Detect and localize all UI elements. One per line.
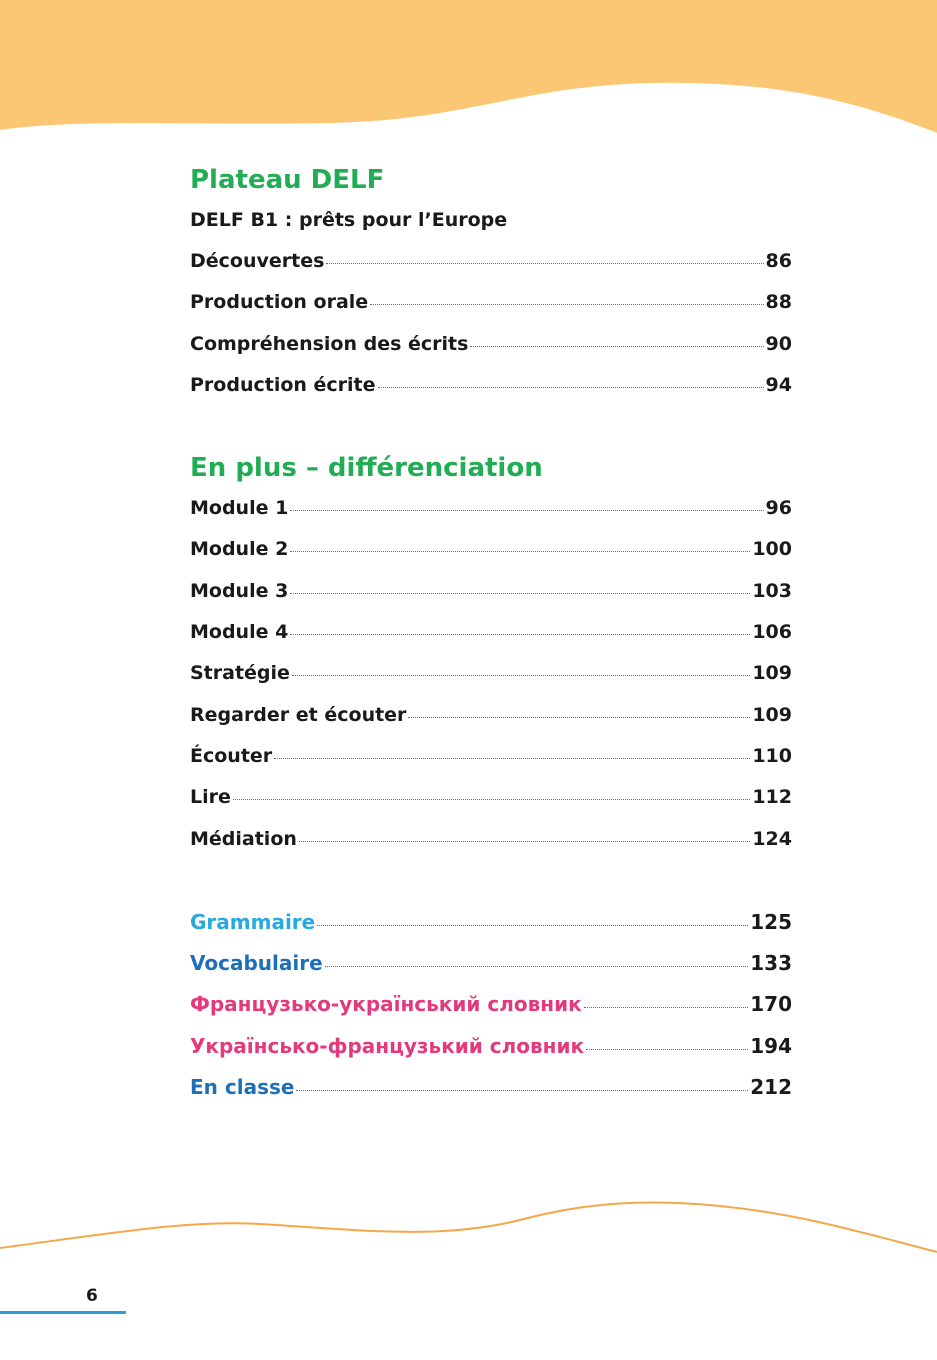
page-number-rule [0,1311,126,1314]
toc-entry-label: Écouter [190,744,273,767]
table-of-contents [190,160,792,1108]
dotted-leader [586,1049,748,1050]
toc-entry-label: Vocabulaire [190,951,323,976]
toc-entry-module-4[interactable] [190,612,792,653]
dotted-leader [296,1090,748,1091]
toc-entry-page: 212 [750,1075,792,1100]
toc-entry-page: 112 [752,786,792,809]
toc-entry-page: 90 [765,332,792,355]
toc-entry-module-3[interactable] [190,571,792,612]
dotted-leader [274,758,750,759]
toc-entry-decouvertes[interactable] [190,241,792,282]
toc-entry-label: Grammaire [190,909,316,934]
footer-wave-decoration [0,1190,937,1260]
toc-entry-regarder-ecouter[interactable] [190,695,792,736]
toc-entry-grammaire[interactable] [190,902,792,943]
toc-entry-label: Module 2 [190,538,289,561]
toc-entry-page: 133 [750,951,792,976]
section-spacer [190,406,792,448]
toc-entry-strategie[interactable] [190,653,792,694]
dotted-leader [290,510,763,511]
toc-entry-page: 109 [752,662,792,685]
toc-entry-label: Lire [190,786,231,809]
dotted-leader [370,304,763,305]
toc-entry-page: 100 [752,538,792,561]
toc-entry-label: En classe [190,1075,295,1100]
dotted-leader [408,717,750,718]
dotted-leader [378,387,764,388]
toc-entry-lire[interactable] [190,777,792,818]
toc-entry-page: 170 [750,992,792,1017]
dotted-leader [299,841,750,842]
header-wave-decoration [0,0,937,150]
toc-entry-comprehension-ecrits[interactable] [190,324,792,365]
toc-entry-production-orale[interactable] [190,282,792,323]
toc-entry-page: 124 [752,827,792,850]
page-number: 6 [86,1286,98,1306]
toc-entry-module-1[interactable] [190,488,792,529]
toc-entry-label: Regarder et écouter [190,703,407,726]
dotted-leader [290,634,750,635]
toc-entry-page: 103 [752,579,792,602]
toc-entry-label: Production écrite [190,373,376,396]
dotted-leader [290,593,750,594]
toc-entry-label: Découvertes [190,250,325,272]
toc-entry-label: Українсько-французький словник [190,1033,585,1058]
toc-entry-page: 106 [752,621,792,644]
toc-entry-label: Module 3 [190,579,289,602]
toc-entry-production-ecrite[interactable] [190,365,792,406]
dotted-leader [326,263,763,264]
toc-entry-page: 109 [752,703,792,726]
toc-entry-ua-fr-dictionary[interactable] [190,1026,792,1067]
delf-subheading: DELF B1 : prêts pour l’Europe [190,209,508,231]
dotted-leader [470,346,763,347]
toc-entry-mediation[interactable] [190,819,792,860]
dotted-leader [325,966,749,967]
toc-entry-page: 125 [750,909,792,934]
section-title-delf: Plateau DELF [190,165,385,195]
toc-entry-page: 110 [752,744,792,767]
toc-entry-ecouter[interactable] [190,736,792,777]
toc-entry-en-classe[interactable] [190,1067,792,1108]
section-title-en-plus: En plus – différenciation [190,453,543,484]
toc-entry-module-2[interactable] [190,529,792,570]
dotted-leader [292,675,750,676]
toc-entry-label: Module 4 [190,621,289,644]
toc-entry-page: 86 [765,250,792,272]
toc-entry-label: Французько-український словник [190,992,582,1017]
dotted-leader [290,551,750,552]
toc-entry-label: Production orale [190,291,369,314]
toc-entry-page: 194 [750,1033,792,1058]
toc-entry-page: 88 [765,291,792,314]
toc-entry-label: Compréhension des écrits [190,332,469,355]
dotted-leader [233,799,750,800]
toc-entry-vocabulaire[interactable] [190,943,792,984]
toc-entry-page: 96 [765,497,792,520]
toc-entry-fr-ua-dictionary[interactable] [190,984,792,1025]
dotted-leader [317,925,748,926]
section-spacer [190,860,792,902]
toc-entry-label: Stratégie [190,662,290,685]
dotted-leader [584,1007,749,1008]
toc-entry-page: 94 [765,373,792,396]
toc-entry-label: Médiation [190,827,297,850]
toc-entry-label: Module 1 [190,497,289,520]
